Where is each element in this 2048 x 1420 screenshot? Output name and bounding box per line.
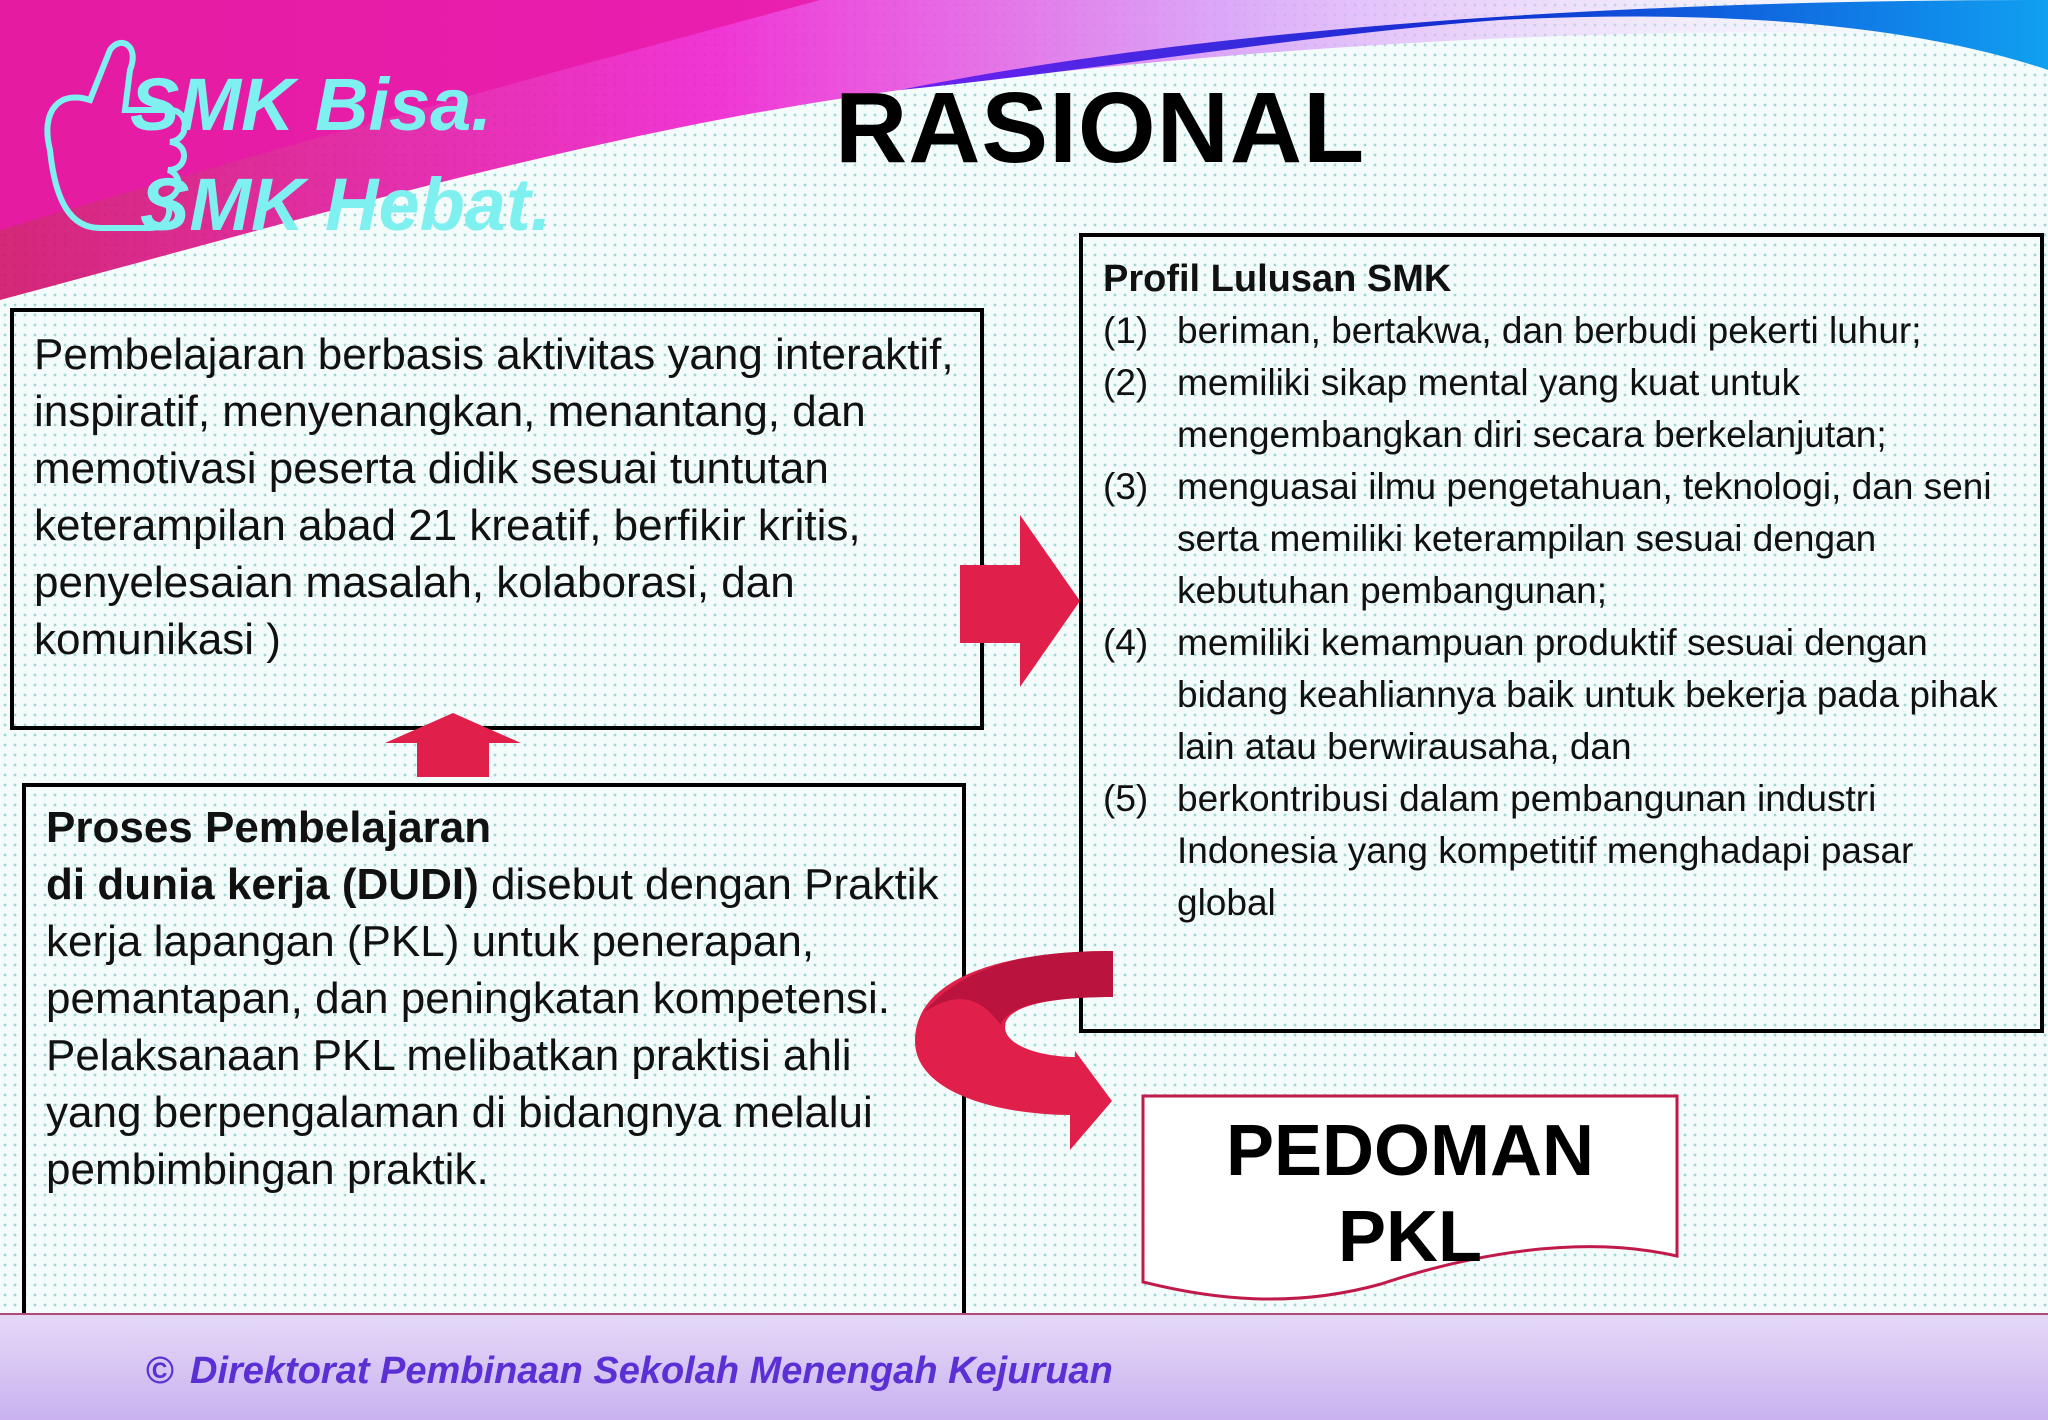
item-text: beriman, bertakwa, dan berbudi pekerti luhur;: [1177, 310, 1922, 351]
item-number: (1): [1103, 310, 1149, 351]
item-number: (5): [1103, 778, 1149, 819]
pedoman-line1: PEDOMAN: [1225, 1111, 1594, 1191]
up-arrow: [385, 713, 521, 777]
item-text: memiliki kemampuan produktif sesuai dengan bidang keahliannya baik untuk bekerja pada pihak lain atau berwirausaha, dan: [1177, 622, 1998, 767]
smk-logo: [30, 30, 552, 260]
curved-arrow: [905, 945, 1115, 1155]
copyright-icon: ©: [146, 1350, 174, 1392]
process-box: [22, 783, 966, 1321]
process-body: disebut dengan Praktik kerja lapangan (PKL) untuk penerapan, pemantapan, dan peningkatan kompetensi. Pelaksanaan PKL melibatkan praktisi ahli yang berpengalaman di bidangnya melalui pembimbingan praktik.: [46, 860, 939, 1194]
svg-text:SMK Hebat.: SMK Hebat.: [140, 163, 552, 246]
footer-label: Direktorat Pembinaan Sekolah Menengah Kejuruan: [190, 1350, 1113, 1392]
list-item: [1103, 357, 2020, 461]
item-text: berkontribusi dalam pembangunan industri Indonesia yang kompetitif menghadapi pasar global: [1177, 778, 1914, 923]
footer-bar: [0, 1313, 2048, 1420]
item-number: (3): [1103, 466, 1149, 507]
item-text: menguasai ilmu pengetahuan, teknologi, dan seni serta memiliki keterampilan sesuai dengan kebutuhan pembangunan;: [1177, 466, 1992, 611]
profil-list: [1103, 305, 2020, 929]
pedoman-label: [1141, 1108, 1679, 1280]
profil-title: Profil Lulusan SMK: [1103, 258, 1452, 300]
list-item: [1103, 305, 2020, 357]
item-number: (2): [1103, 362, 1149, 403]
page-title: RASIONAL: [835, 72, 1366, 184]
profil-box: [1079, 233, 2044, 1033]
item-text: memiliki sikap mental yang kuat untuk mengembangkan diri secara berkelanjutan;: [1177, 362, 1887, 455]
item-number: (4): [1103, 622, 1149, 663]
process-bold-line1: Proses Pembelajaran: [46, 803, 492, 852]
pedoman-line2: PKL: [1338, 1197, 1482, 1277]
right-arrow: [960, 515, 1080, 687]
list-item: [1103, 617, 2020, 773]
svg-text:SMK Bisa.: SMK Bisa.: [130, 63, 492, 146]
learning-box: [10, 308, 984, 730]
list-item: [1103, 773, 2020, 929]
list-item: [1103, 461, 2020, 617]
process-bold-line2: di dunia kerja (DUDI): [46, 860, 479, 909]
learning-text: Pembelajaran berbasis aktivitas yang interaktif, inspiratif, menyenangkan, menantang, dan memotivasi peserta didik sesuai tuntutan keterampilan abad 21 kreatif, berfikir kritis, penyelesaian masalah, kolaborasi, dan komunikasi ): [34, 330, 954, 664]
process-text: [46, 799, 942, 1198]
footer-text: [146, 1350, 1113, 1393]
